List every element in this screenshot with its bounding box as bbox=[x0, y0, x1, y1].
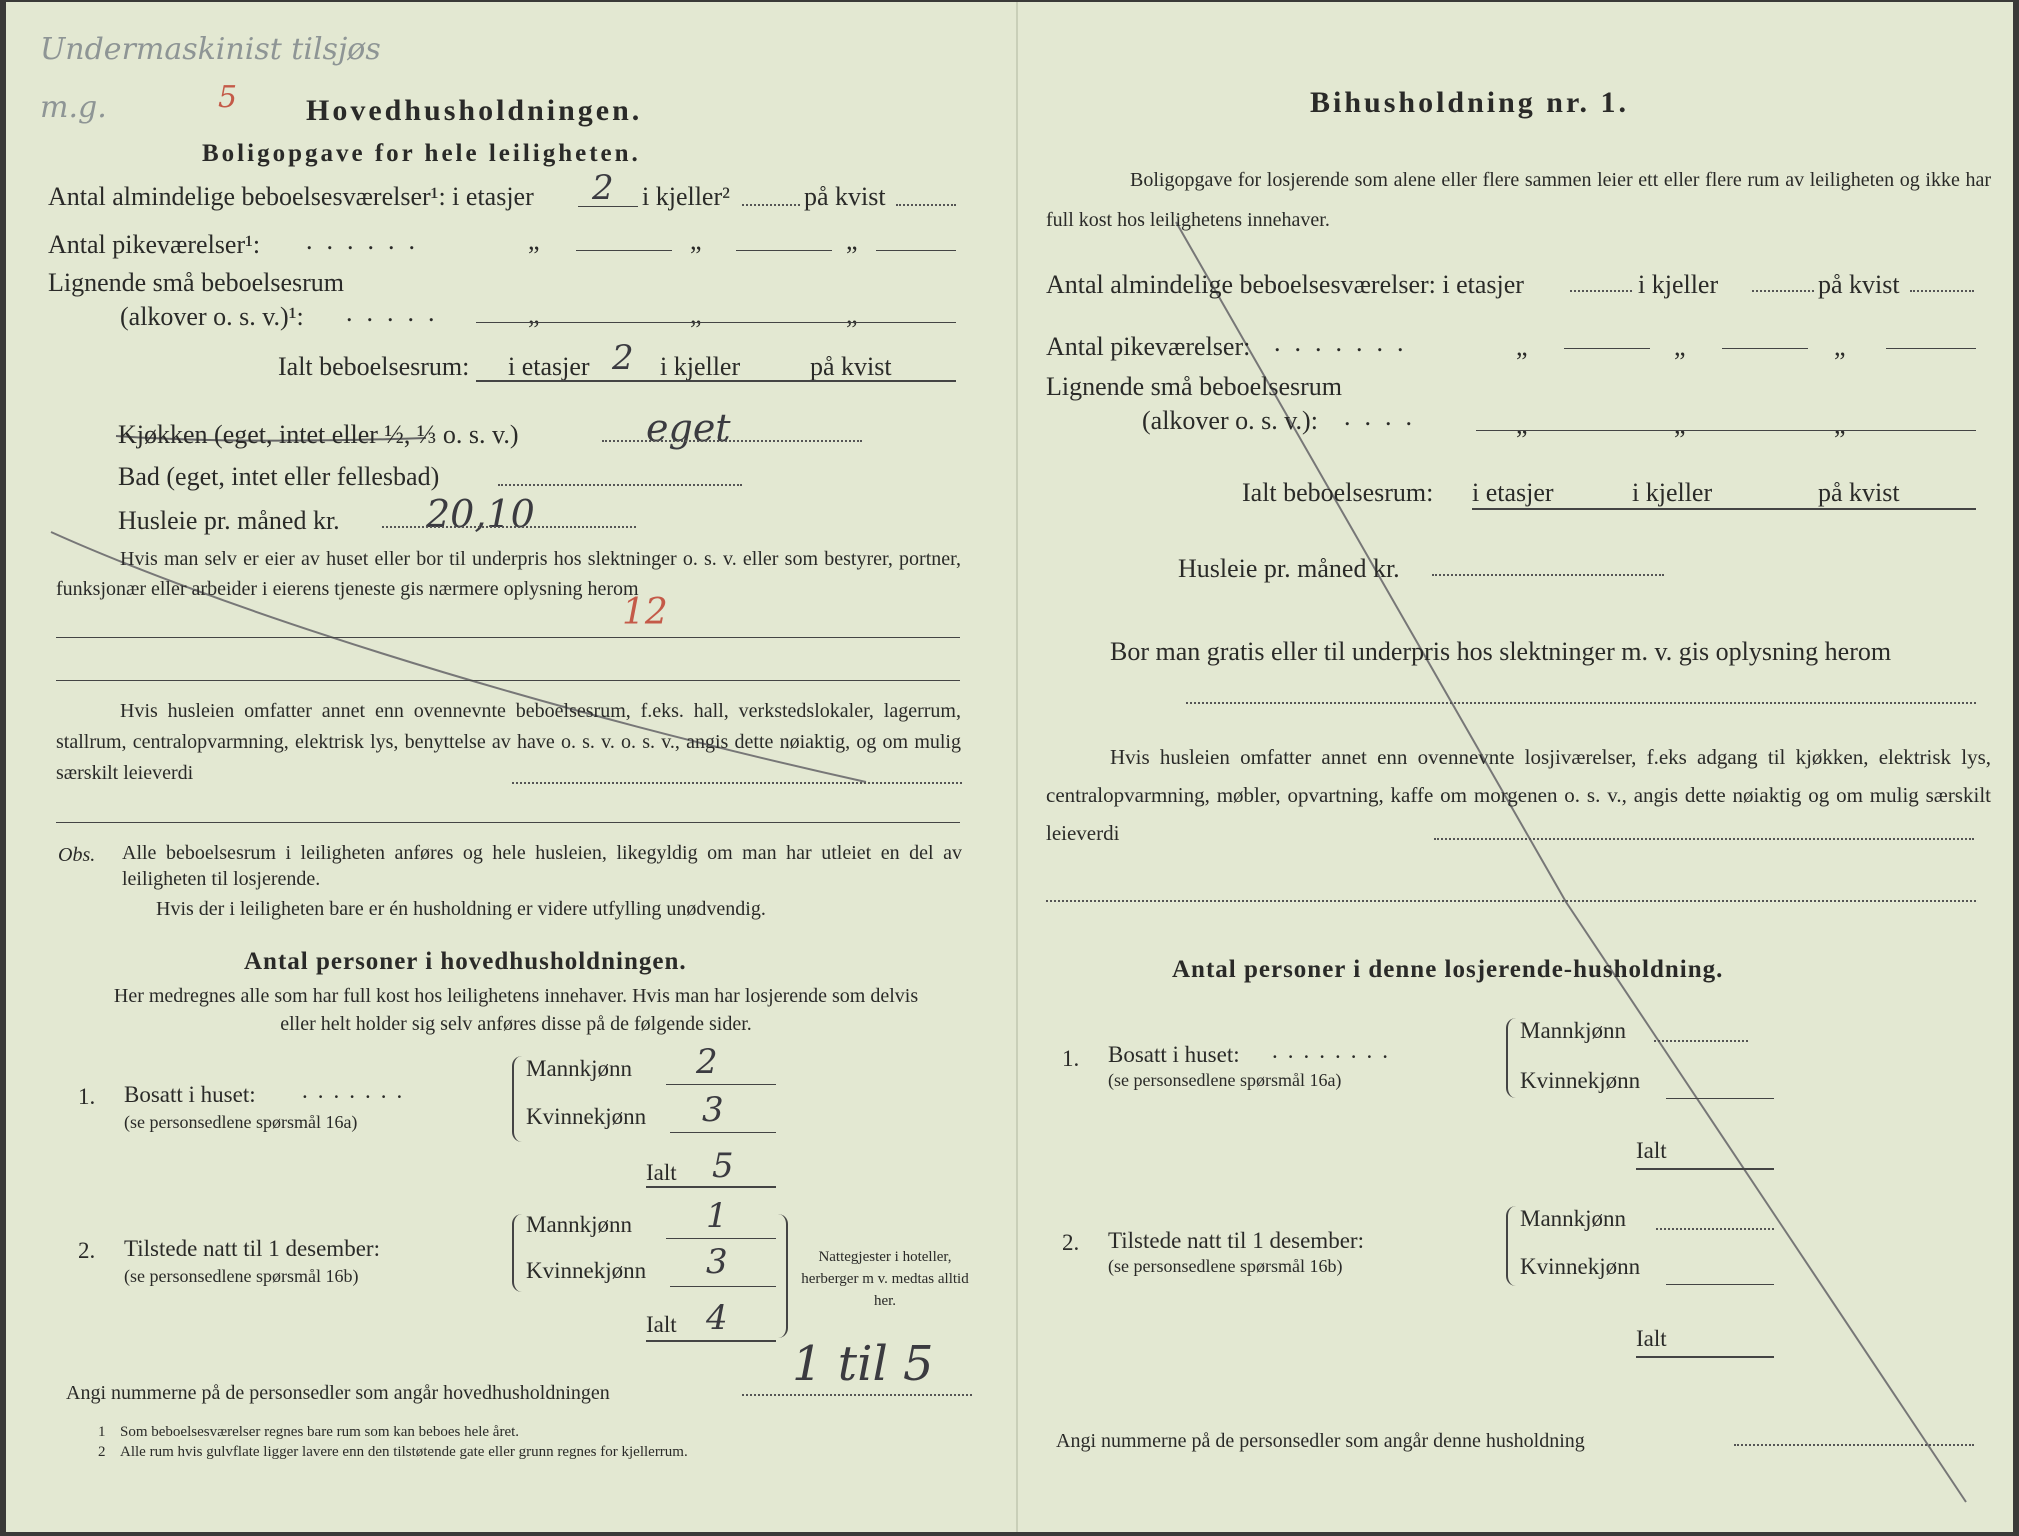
right-q2-label: Tilstede natt til 1 desember: bbox=[1108, 1228, 1364, 1253]
total-etasjer-value: 2 bbox=[612, 338, 634, 378]
night-guests-note: Nattegjester i hoteller, herberger m v. medtas alltid her. bbox=[801, 1249, 969, 1309]
rent-includes-instructions: Hvis husleien omfatter annet enn ovennevnte beboelsesrum, f.eks. hall, verkstedslokaler, lagerrum, stallrum, centralopvarmning, elektrisk lys, benyttelse av have o. s. v. o. s. v., angis dette nøiaktig, og om mulig særskilt leieverdi bbox=[56, 700, 961, 784]
persons-title: Antal personer i hovedhusholdningen. bbox=[244, 948, 687, 975]
q1-total-value: 5 bbox=[712, 1146, 734, 1186]
bath-label: Bad (eget, intet eller fellesbad) bbox=[118, 462, 440, 491]
right-numbers-label: Angi nummerne på de personsedler som angår denne husholdning bbox=[1056, 1430, 1585, 1452]
rent-value: 20,10 bbox=[426, 492, 535, 536]
handwritten-red-12: 12 bbox=[622, 592, 668, 633]
owner-instructions: Hvis man selv er eier av huset eller bor til underpris hos slektninger o. s. v. eller som bestyrer, portner, funksjonær eller arbeider i eierens tjeneste gis nærmere oplysning herom bbox=[56, 548, 961, 600]
rooms-kjeller-label: i kjeller² bbox=[642, 182, 730, 211]
rent-label: Husleie pr. måned kr. bbox=[118, 506, 340, 535]
handwritten-occupation: Undermaskinist tilsjøs bbox=[40, 32, 381, 67]
right-similar-rooms-label: Lignende små beboelsesrum bbox=[1046, 372, 1343, 401]
handwritten-red-number: 5 bbox=[218, 80, 238, 115]
right-rent-includes-text: Hvis husleien omfatter annet enn ovennevnte losjiværelser, f.eks adgang til kjøkken, elektrisk lys, centralopvarmning, møbler, opvartning, kaffe om morgenen o. s. v., angis dette nøiaktig og om mulig særskilt leieverdi bbox=[1046, 745, 1991, 845]
footnote-1: Som beboelsesværelser regnes bare rum som kan beboes hele året. bbox=[120, 1424, 520, 1440]
numbers-label: Angi nummerne på de personsedler som angår hovedhusholdningen bbox=[66, 1382, 610, 1404]
q2-label: Tilstede natt til 1 desember: bbox=[124, 1236, 380, 1261]
right-maid-rooms-label: Antal pikeværelser: bbox=[1046, 332, 1251, 361]
right-intro: Boligopgave for losjerende som alene eller flere sammen leier ett eller flere rum av leiligheten og ikke har full kost hos leilighetens innehaver. bbox=[1046, 169, 1991, 231]
right-title: Bihusholdning nr. 1. bbox=[1310, 86, 1630, 119]
right-free-rent-text: Bor man gratis eller til underpris hos slektninger m. v. gis oplysning herom bbox=[1110, 637, 1892, 666]
right-rent-label: Husleie pr. måned kr. bbox=[1178, 554, 1400, 583]
total-rooms-label: Ialt beboelsesrum: bbox=[278, 352, 470, 381]
right-q1-label: Bosatt i huset: bbox=[1108, 1042, 1240, 1067]
q2-male-value: 1 bbox=[706, 1196, 728, 1236]
page-title: Hovedhusholdningen. bbox=[306, 94, 643, 127]
kitchen-label: Kjøkken (eget, intet eller ½, ⅓ o. s. v.) bbox=[118, 420, 519, 449]
main-household-page: Undermaskinist tilsjøs m.g. 5 Hovedhusholdningen. Boligopgave for hele leiligheten. Antal almindelige beboelsesværelser¹: i etasjer 2 i kjeller² på kvist Antal pikeværelser¹: ...... „ „ „ Lignende små beboelsesrum (alkover o. s. v.)¹: ..... „ „ „ Ialt beboelsesrum: i etasjer 2 i kjeller på kvist Kjøkken (eget, intet eller ½, ⅓ o. s. v.) eget Bad (eget, intet eller fellesbad) Husleie pr. måned kr. 20,10 Hvis man selv er eier av huset eller bor til underpris hos slektninger o. s. v. eller som bestyrer, portner, funksjonær eller arbeider i eierens tjeneste gis nærmere oplysning herom 12 Hvis husleien omfatter annet enn ovennevnte beboelsesrum, f.eks. hall, verkstedslokaler, lagerrum, stallrum, centralopvarmning, elektrisk lys, benyttelse av have o. s. v. o. s. v., angis dette nøiaktig, og om mulig særskilt leieverdi Obs. Alle beboelsesrum i leiligheten anføres og hele husleien, likegyldig om man har utleiet en del av leiligheten til losjerende. Hvis der i leiligheten bare er én husholdning er videre utfylling unødvendig. Antal personer i hovedhusholdningen. Her medregnes alle som har full kost hos leilighetens innehaver. Hvis man har losjerende som delvis eller helt holder sig selv anføres disse på de følgende sider. 1. Bosatt i huset: ....... (se personsedlene spørsmål 16a) Mannkjønn 2 Kvinnekjønn 3 Ialt 5 2. Tilstede natt til 1 desember: (se personsedlene spørsmål 16b) Mannkjønn 1 Kvinnekjønn 3 Ialt 4 Nattegjester i hoteller, herberger m v. medtas alltid her. Angi nummerne på de personsedler som angår hovedhusholdningen 1 til 5 1 Som beboelsesværelser regnes bare rum som kan beboes hele året. 2 Alle rum hvis gulvflate ligger lavere enn den tilstøtende gate eller grunn regnes for kjellerrum. bbox=[6, 2, 1006, 1532]
right-total-rooms-label: Ialt beboelsesrum: bbox=[1242, 478, 1434, 507]
right-persons-title: Antal personer i denne losjerende-husholdning. bbox=[1172, 956, 1724, 983]
numbers-value: 1 til 5 bbox=[792, 1336, 934, 1392]
right-rooms-label: Antal almindelige beboelsesværelser: i etasjer bbox=[1046, 270, 1524, 299]
kitchen-value: eget bbox=[646, 406, 731, 450]
rooms-kvist-label: på kvist bbox=[804, 182, 886, 211]
rooms-etasjer-value: 2 bbox=[592, 168, 614, 208]
q1-male-value: 2 bbox=[696, 1042, 718, 1082]
footnote-2: Alle rum hvis gulvflate ligger lavere enn den tilstøtende gate eller grunn regnes for kjellerrum. bbox=[120, 1444, 688, 1460]
maid-rooms-label: Antal pikeværelser¹: bbox=[48, 230, 261, 259]
similar-rooms-label: Lignende små beboelsesrum bbox=[48, 268, 345, 297]
persons-intro: Her medregnes alle som har full kost hos leilighetens innehaver. Hvis man har losjerende som delvis eller helt holder sig selv anføres disse på de følgende sider. bbox=[113, 985, 919, 1035]
handwritten-mg: m.g. bbox=[40, 90, 107, 125]
obs-text: Alle beboelsesrum i leiligheten anføres og hele husleien, likegyldig om man har utleiet en del av leiligheten til losjerende. bbox=[122, 842, 962, 890]
page-subtitle: Boligopgave for hele leiligheten. bbox=[202, 140, 641, 167]
q1-female-value: 3 bbox=[702, 1090, 724, 1130]
q1-label: Bosatt i huset: bbox=[124, 1082, 256, 1107]
rooms-label: Antal almindelige beboelsesværelser¹: i etasjer bbox=[48, 182, 534, 211]
obs-label: Obs. bbox=[58, 844, 96, 866]
q2-female-value: 3 bbox=[706, 1242, 728, 1282]
obs-text-2: Hvis der i leiligheten bare er én husholdning er videre utfylling unødvendig. bbox=[156, 898, 766, 920]
sub-household-page: Bihusholdning nr. 1. Boligopgave for losjerende som alene eller flere sammen leier ett eller flere rum av leiligheten og ikke har full kost hos leilighetens innehaver. Antal almindelige beboelsesværelser: i etasjer i kjeller på kvist Antal pikeværelser: ....... „ „ „ Lignende små beboelsesrum (alkover o. s. v.): .... „ „ „ Ialt beboelsesrum: i etasjer i kjeller på kvist Husleie pr. måned kr. Bor man gratis eller til underpris hos slektninger m. v. gis oplysning herom Hvis husleien omfatter annet enn ovennevnte losjiværelser, f.eks adgang til kjøkken, elektrisk lys, centralopvarmning, møbler, opvartning, kaffe om morgenen o. s. v., angis dette nøiaktig og om mulig særskilt leieverdi Antal personer i denne losjerende-husholdning. 1. Bosatt i huset: ........ (se personsedlene spørsmål 16a) Mannkjønn Kvinnekjønn Ialt 2. Tilstede natt til 1 desember: (se personsedlene spørsmål 16b) Mannkjønn Kvinnekjønn Ialt Angi nummerne på de personsedler som angår denne husholdning bbox=[1046, 86, 1991, 1452]
census-form-sheet bbox=[6, 2, 2013, 1532]
q2-total-value: 4 bbox=[706, 1298, 728, 1338]
